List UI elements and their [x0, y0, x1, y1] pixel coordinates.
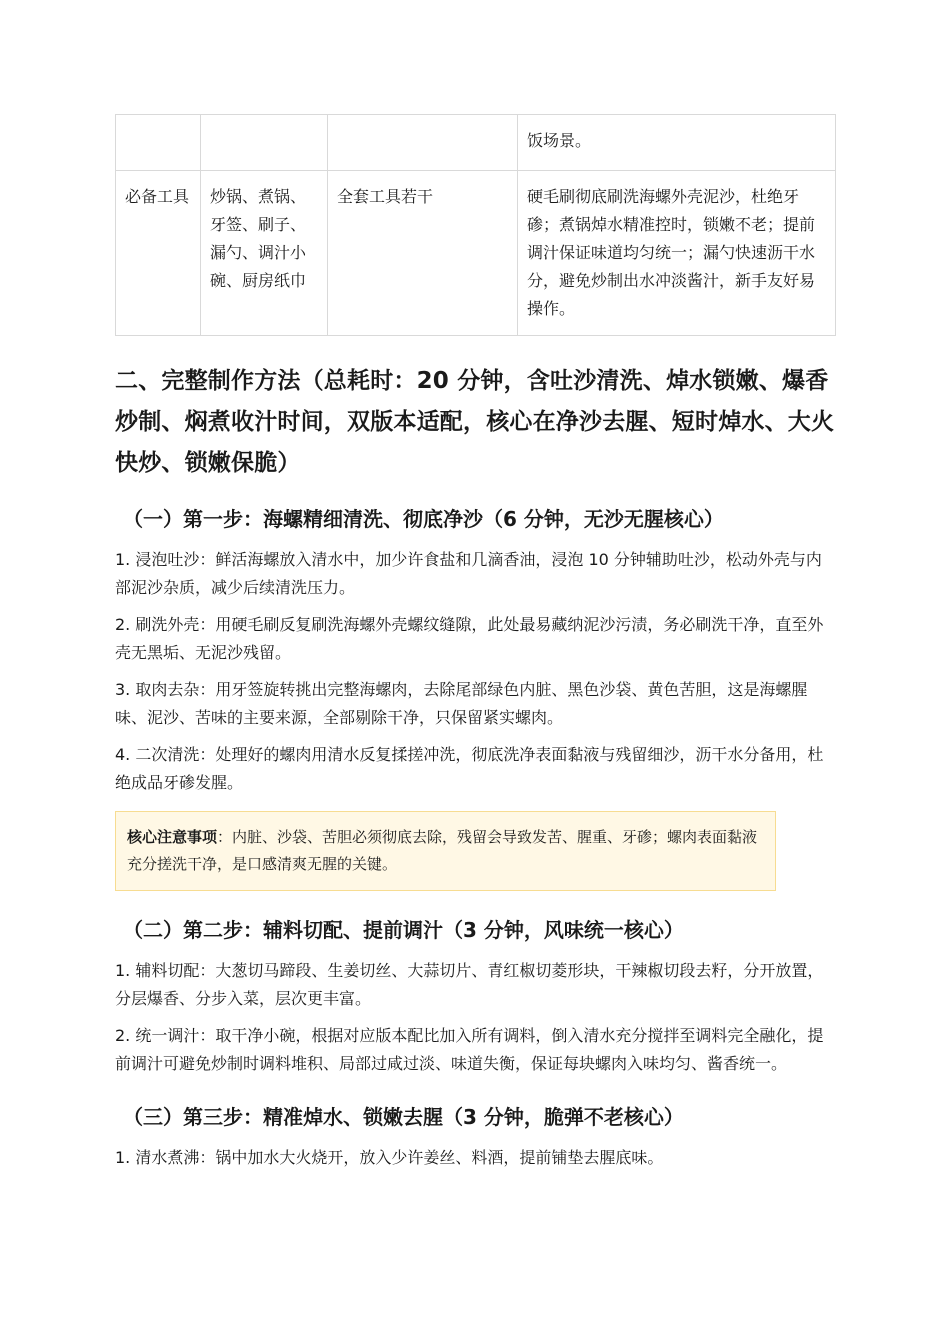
step-item: 4. 二次清洗：处理好的螺肉用清水反复揉搓冲洗，彻底洗净表面黏液与残留细沙，沥干水分备用，杜绝成品牙碜发腥。 [115, 745, 824, 792]
step-item: 2. 刷洗外壳：用硬毛刷反复刷洗海螺外壳螺纹缝隙，此处最易藏纳泥沙污渍，务必刷洗干净，直至外壳无黑垢、无泥沙残留。 [115, 615, 824, 662]
step-heading: （二）第二步：辅料切配、提前调汁（3 分钟，风味统一核心） [123, 918, 684, 942]
tools-table [115, 114, 836, 336]
step-item: 1. 清水煮沸：锅中加水大火烧开，放入少许姜丝、料酒，提前铺垫去腥底味。 [115, 1148, 664, 1167]
table-cell [201, 115, 328, 171]
note-box [115, 811, 776, 891]
table-cell [116, 115, 201, 171]
table-row [116, 171, 836, 336]
note-text: ：内脏、沙袋、苦胆必须彻底去除，残留会导致发苦、腥重、牙碜；螺肉表面黏液充分搓洗干净，是口感清爽无腥的关键。 [127, 828, 758, 873]
section-heading: 二、完整制作方法（总耗时：20 分钟，含吐沙清洗、焯水锁嫩、爆香炒制、焖煮收汁时间，双版本适配，核心在净沙去腥、短时焯水、大火快炒、锁嫩保脆） [115, 368, 835, 476]
step-item: 2. 统一调汁：取干净小碗，根据对应版本配比加入所有调料，倒入清水充分搅拌至调料完全融化，提前调汁可避免炒制时调料堆积、局部过咸过淡、味道失衡，保证每块螺肉入味均匀、酱香统一。 [115, 1026, 824, 1073]
document-page [115, 114, 835, 1172]
table-row [116, 115, 836, 171]
table-cell: 饭场景。 [518, 115, 836, 171]
step-item: 1. 辅料切配：大葱切马蹄段、生姜切丝、大蒜切片、青红椒切菱形块，干辣椒切段去籽，分开放置，分层爆香、分步入菜，层次更丰富。 [115, 961, 824, 1008]
step-item: 1. 浸泡吐沙：鲜活海螺放入清水中，加少许食盐和几滴香油，浸泡 10 分钟辅助吐沙，松动外壳与内部泥沙杂质，减少后续清洗压力。 [115, 550, 822, 597]
table-cell-quantity: 全套工具若干 [328, 171, 518, 336]
step-heading: （三）第三步：精准焯水、锁嫩去腥（3 分钟，脆弹不老核心） [123, 1105, 684, 1129]
table-cell-description: 硬毛刷彻底刷洗海螺外壳泥沙，杜绝牙碜；煮锅焯水精准控时，锁嫩不老；提前调汁保证味道均匀统一；漏勺快速沥干水分，避免炒制出水冲淡酱汁，新手友好易操作。 [518, 171, 836, 336]
table-cell [328, 115, 518, 171]
step-heading: （一）第一步：海螺精细清洗、彻底净沙（6 分钟，无沙无腥核心） [123, 507, 724, 531]
step-item: 3. 取肉去杂：用牙签旋转挑出完整海螺肉，去除尾部绿色内脏、黑色沙袋、黄色苦胆，这是海螺腥味、泥沙、苦味的主要来源，全部剔除干净，只保留紧实螺肉。 [115, 680, 808, 727]
note-label: 核心注意事项 [127, 828, 218, 846]
table-cell-category: 必备工具 [116, 171, 201, 336]
table-cell-items: 炒锅、煮锅、牙签、刷子、漏勺、调汁小碗、厨房纸巾 [201, 171, 328, 336]
